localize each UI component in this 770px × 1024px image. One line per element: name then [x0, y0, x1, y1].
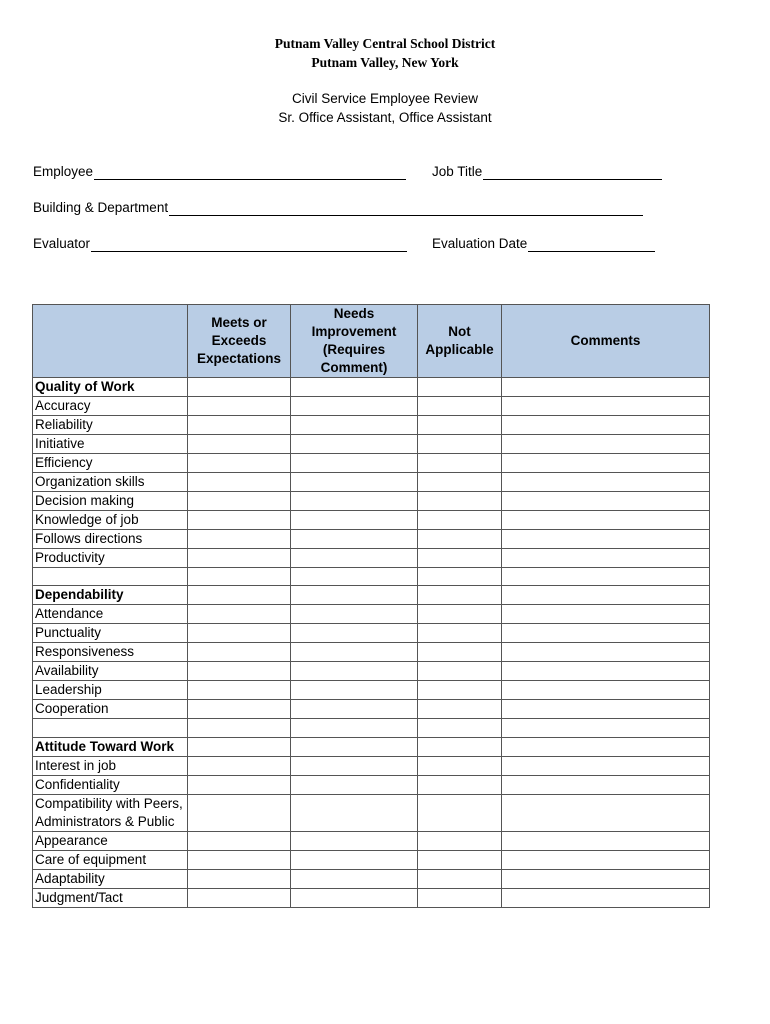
- job-title-label: Job Title: [432, 164, 483, 179]
- comments-cell[interactable]: [502, 378, 710, 397]
- meets-cell[interactable]: [188, 586, 291, 605]
- comments-cell[interactable]: [502, 850, 710, 869]
- meets-cell[interactable]: [188, 681, 291, 700]
- criterion-label: [33, 719, 188, 737]
- not-applicable-cell[interactable]: [418, 492, 502, 511]
- table-row: [33, 549, 710, 568]
- criterion-label: Efficiency: [33, 454, 188, 473]
- not-applicable-cell[interactable]: [418, 681, 502, 700]
- needs-improvement-cell[interactable]: [291, 416, 418, 435]
- table-row: [33, 850, 710, 869]
- evaluator-field[interactable]: [33, 232, 407, 252]
- not-applicable-cell[interactable]: [418, 378, 502, 397]
- comments-cell[interactable]: [502, 549, 710, 568]
- needs-improvement-cell[interactable]: [291, 794, 418, 831]
- criterion-label: Attendance: [33, 605, 188, 624]
- meets-cell[interactable]: [188, 831, 291, 850]
- not-applicable-cell[interactable]: [418, 549, 502, 568]
- table-row: [33, 737, 710, 756]
- criterion-label: Interest in job: [33, 756, 188, 775]
- criterion-label: Initiative: [33, 435, 188, 454]
- table-row: [33, 473, 710, 492]
- not-applicable-cell[interactable]: [418, 850, 502, 869]
- not-applicable-cell[interactable]: [418, 568, 502, 586]
- employee-field[interactable]: [33, 160, 406, 180]
- evaluation-date-label: Evaluation Date: [432, 236, 528, 251]
- job-title-line[interactable]: [483, 165, 662, 180]
- not-applicable-cell[interactable]: [418, 662, 502, 681]
- comments-cell[interactable]: [502, 737, 710, 756]
- needs-improvement-cell[interactable]: [291, 473, 418, 492]
- needs-improvement-cell[interactable]: [291, 775, 418, 794]
- criterion-label: Cooperation: [33, 700, 188, 719]
- not-applicable-cell[interactable]: [418, 511, 502, 530]
- category-label: Quality of Work: [33, 378, 188, 397]
- meets-cell[interactable]: [188, 378, 291, 397]
- building-department-line[interactable]: [169, 201, 643, 216]
- not-applicable-cell[interactable]: [418, 794, 502, 831]
- comments-cell[interactable]: [502, 662, 710, 681]
- meets-cell[interactable]: [188, 605, 291, 624]
- district-location: Putnam Valley, New York: [311, 55, 459, 70]
- table-row: [33, 775, 710, 794]
- needs-improvement-cell[interactable]: [291, 850, 418, 869]
- building-department-label: Building & Department: [33, 200, 169, 215]
- review-header: [0, 89, 770, 127]
- table-row: [33, 530, 710, 549]
- meets-cell[interactable]: [188, 549, 291, 568]
- table-row: [33, 605, 710, 624]
- not-applicable-cell[interactable]: [418, 397, 502, 416]
- needs-improvement-cell[interactable]: [291, 397, 418, 416]
- table-row: [33, 643, 710, 662]
- not-applicable-cell[interactable]: [418, 737, 502, 756]
- criterion-label: Decision making: [33, 492, 188, 511]
- table-row: [33, 435, 710, 454]
- meets-cell[interactable]: [188, 511, 291, 530]
- table-header-row: [33, 305, 710, 378]
- evaluator-label: Evaluator: [33, 236, 91, 251]
- needs-improvement-cell[interactable]: [291, 719, 418, 737]
- comments-cell[interactable]: [502, 530, 710, 549]
- criterion-label: Organization skills: [33, 473, 188, 492]
- needs-improvement-cell[interactable]: [291, 700, 418, 719]
- criterion-label: Adaptability: [33, 869, 188, 888]
- table-row: [33, 378, 710, 397]
- table-row: [33, 568, 710, 586]
- table-body: [33, 378, 710, 908]
- criterion-label: Care of equipment: [33, 850, 188, 869]
- meets-cell[interactable]: [188, 643, 291, 662]
- meets-cell[interactable]: [188, 888, 291, 907]
- needs-improvement-cell[interactable]: [291, 681, 418, 700]
- evaluation-date-line[interactable]: [528, 237, 655, 252]
- needs-improvement-cell[interactable]: [291, 643, 418, 662]
- needs-improvement-cell[interactable]: [291, 568, 418, 586]
- comments-cell[interactable]: [502, 492, 710, 511]
- table-row: [33, 397, 710, 416]
- comments-cell[interactable]: [502, 586, 710, 605]
- comments-cell[interactable]: [502, 756, 710, 775]
- needs-improvement-cell[interactable]: [291, 492, 418, 511]
- needs-improvement-cell[interactable]: [291, 624, 418, 643]
- header-not-applicable: Not Applicable: [418, 305, 502, 378]
- criterion-label: [33, 568, 188, 586]
- meets-cell[interactable]: [188, 492, 291, 511]
- header-comments: Comments: [502, 305, 710, 378]
- needs-improvement-cell[interactable]: [291, 549, 418, 568]
- meets-cell[interactable]: [188, 662, 291, 681]
- comments-cell[interactable]: [502, 397, 710, 416]
- comments-cell[interactable]: [502, 435, 710, 454]
- comments-cell[interactable]: [502, 869, 710, 888]
- comments-cell[interactable]: [502, 624, 710, 643]
- criterion-label: Availability: [33, 662, 188, 681]
- evaluator-line[interactable]: [91, 237, 407, 252]
- not-applicable-cell[interactable]: [418, 831, 502, 850]
- criterion-label: Compatibility with Peers, Administrators & Public: [33, 794, 188, 831]
- meets-cell[interactable]: [188, 624, 291, 643]
- criterion-label: Judgment/Tact: [33, 888, 188, 907]
- table-row: [33, 794, 710, 831]
- criterion-label: Accuracy: [33, 397, 188, 416]
- comments-cell[interactable]: [502, 511, 710, 530]
- needs-improvement-cell[interactable]: [291, 662, 418, 681]
- criterion-label: Punctuality: [33, 624, 188, 643]
- table-row: [33, 700, 710, 719]
- table-row: [33, 756, 710, 775]
- criterion-label: Productivity: [33, 549, 188, 568]
- employee-line[interactable]: [94, 165, 406, 180]
- needs-improvement-cell[interactable]: [291, 586, 418, 605]
- comments-cell[interactable]: [502, 473, 710, 492]
- not-applicable-cell[interactable]: [418, 586, 502, 605]
- not-applicable-cell[interactable]: [418, 719, 502, 737]
- meets-cell[interactable]: [188, 737, 291, 756]
- header-needs-improvement: Needs Improvement (Requires Comment): [291, 305, 418, 378]
- meets-cell[interactable]: [188, 530, 291, 549]
- needs-improvement-cell[interactable]: [291, 511, 418, 530]
- needs-improvement-cell[interactable]: [291, 888, 418, 907]
- needs-improvement-cell[interactable]: [291, 737, 418, 756]
- meets-cell[interactable]: [188, 473, 291, 492]
- criterion-label: Follows directions: [33, 530, 188, 549]
- not-applicable-cell[interactable]: [418, 869, 502, 888]
- table-row: [33, 454, 710, 473]
- not-applicable-cell[interactable]: [418, 700, 502, 719]
- category-label: Dependability: [33, 586, 188, 605]
- criterion-label: Responsiveness: [33, 643, 188, 662]
- meets-cell[interactable]: [188, 700, 291, 719]
- not-applicable-cell[interactable]: [418, 624, 502, 643]
- needs-improvement-cell[interactable]: [291, 869, 418, 888]
- review-table: [32, 304, 710, 908]
- meets-cell[interactable]: [188, 416, 291, 435]
- criterion-label: Leadership: [33, 681, 188, 700]
- review-title: Civil Service Employee Review: [291, 91, 479, 106]
- table-row: [33, 662, 710, 681]
- not-applicable-cell[interactable]: [418, 530, 502, 549]
- comments-cell[interactable]: [502, 794, 710, 831]
- employee-label: Employee: [33, 164, 94, 179]
- criterion-label: Confidentiality: [33, 775, 188, 794]
- category-label: Attitude Toward Work: [33, 737, 188, 756]
- meets-cell[interactable]: [188, 454, 291, 473]
- needs-improvement-cell[interactable]: [291, 756, 418, 775]
- header-meets: Meets or Exceeds Expectations: [188, 305, 291, 378]
- meets-cell[interactable]: [188, 869, 291, 888]
- not-applicable-cell[interactable]: [418, 888, 502, 907]
- criterion-label: Knowledge of job: [33, 511, 188, 530]
- needs-improvement-cell[interactable]: [291, 435, 418, 454]
- table-row: [33, 624, 710, 643]
- comments-cell[interactable]: [502, 416, 710, 435]
- meets-cell[interactable]: [188, 397, 291, 416]
- meets-cell[interactable]: [188, 719, 291, 737]
- table-row: [33, 511, 710, 530]
- meets-cell[interactable]: [188, 794, 291, 831]
- table-row: [33, 869, 710, 888]
- table-row: [33, 492, 710, 511]
- table-row: [33, 719, 710, 737]
- not-applicable-cell[interactable]: [418, 756, 502, 775]
- comments-cell[interactable]: [502, 700, 710, 719]
- needs-improvement-cell[interactable]: [291, 378, 418, 397]
- review-positions: Sr. Office Assistant, Office Assistant: [278, 110, 492, 125]
- comments-cell[interactable]: [502, 719, 710, 737]
- not-applicable-cell[interactable]: [418, 775, 502, 794]
- needs-improvement-cell[interactable]: [291, 605, 418, 624]
- criterion-label: Appearance: [33, 831, 188, 850]
- needs-improvement-cell[interactable]: [291, 530, 418, 549]
- building-department-field[interactable]: [33, 196, 643, 216]
- needs-improvement-cell[interactable]: [291, 831, 418, 850]
- evaluation-date-field[interactable]: [432, 232, 655, 252]
- comments-cell[interactable]: [502, 568, 710, 586]
- comments-cell[interactable]: [502, 605, 710, 624]
- not-applicable-cell[interactable]: [418, 473, 502, 492]
- table-row: [33, 416, 710, 435]
- meets-cell[interactable]: [188, 568, 291, 586]
- district-header: [0, 34, 770, 72]
- not-applicable-cell[interactable]: [418, 605, 502, 624]
- table-row: [33, 681, 710, 700]
- table-row: [33, 586, 710, 605]
- comments-cell[interactable]: [502, 831, 710, 850]
- comments-cell[interactable]: [502, 643, 710, 662]
- district-name: Putnam Valley Central School District: [274, 36, 496, 51]
- comments-cell[interactable]: [502, 888, 710, 907]
- meets-cell[interactable]: [188, 850, 291, 869]
- not-applicable-cell[interactable]: [418, 454, 502, 473]
- comments-cell[interactable]: [502, 681, 710, 700]
- meets-cell[interactable]: [188, 756, 291, 775]
- table-row: [33, 831, 710, 850]
- comments-cell[interactable]: [502, 775, 710, 794]
- table-row: [33, 888, 710, 907]
- job-title-field[interactable]: [432, 160, 662, 180]
- comments-cell[interactable]: [502, 454, 710, 473]
- meets-cell[interactable]: [188, 775, 291, 794]
- not-applicable-cell[interactable]: [418, 416, 502, 435]
- header-category: [33, 305, 188, 378]
- not-applicable-cell[interactable]: [418, 435, 502, 454]
- meets-cell[interactable]: [188, 435, 291, 454]
- needs-improvement-cell[interactable]: [291, 454, 418, 473]
- not-applicable-cell[interactable]: [418, 643, 502, 662]
- criterion-label: Reliability: [33, 416, 188, 435]
